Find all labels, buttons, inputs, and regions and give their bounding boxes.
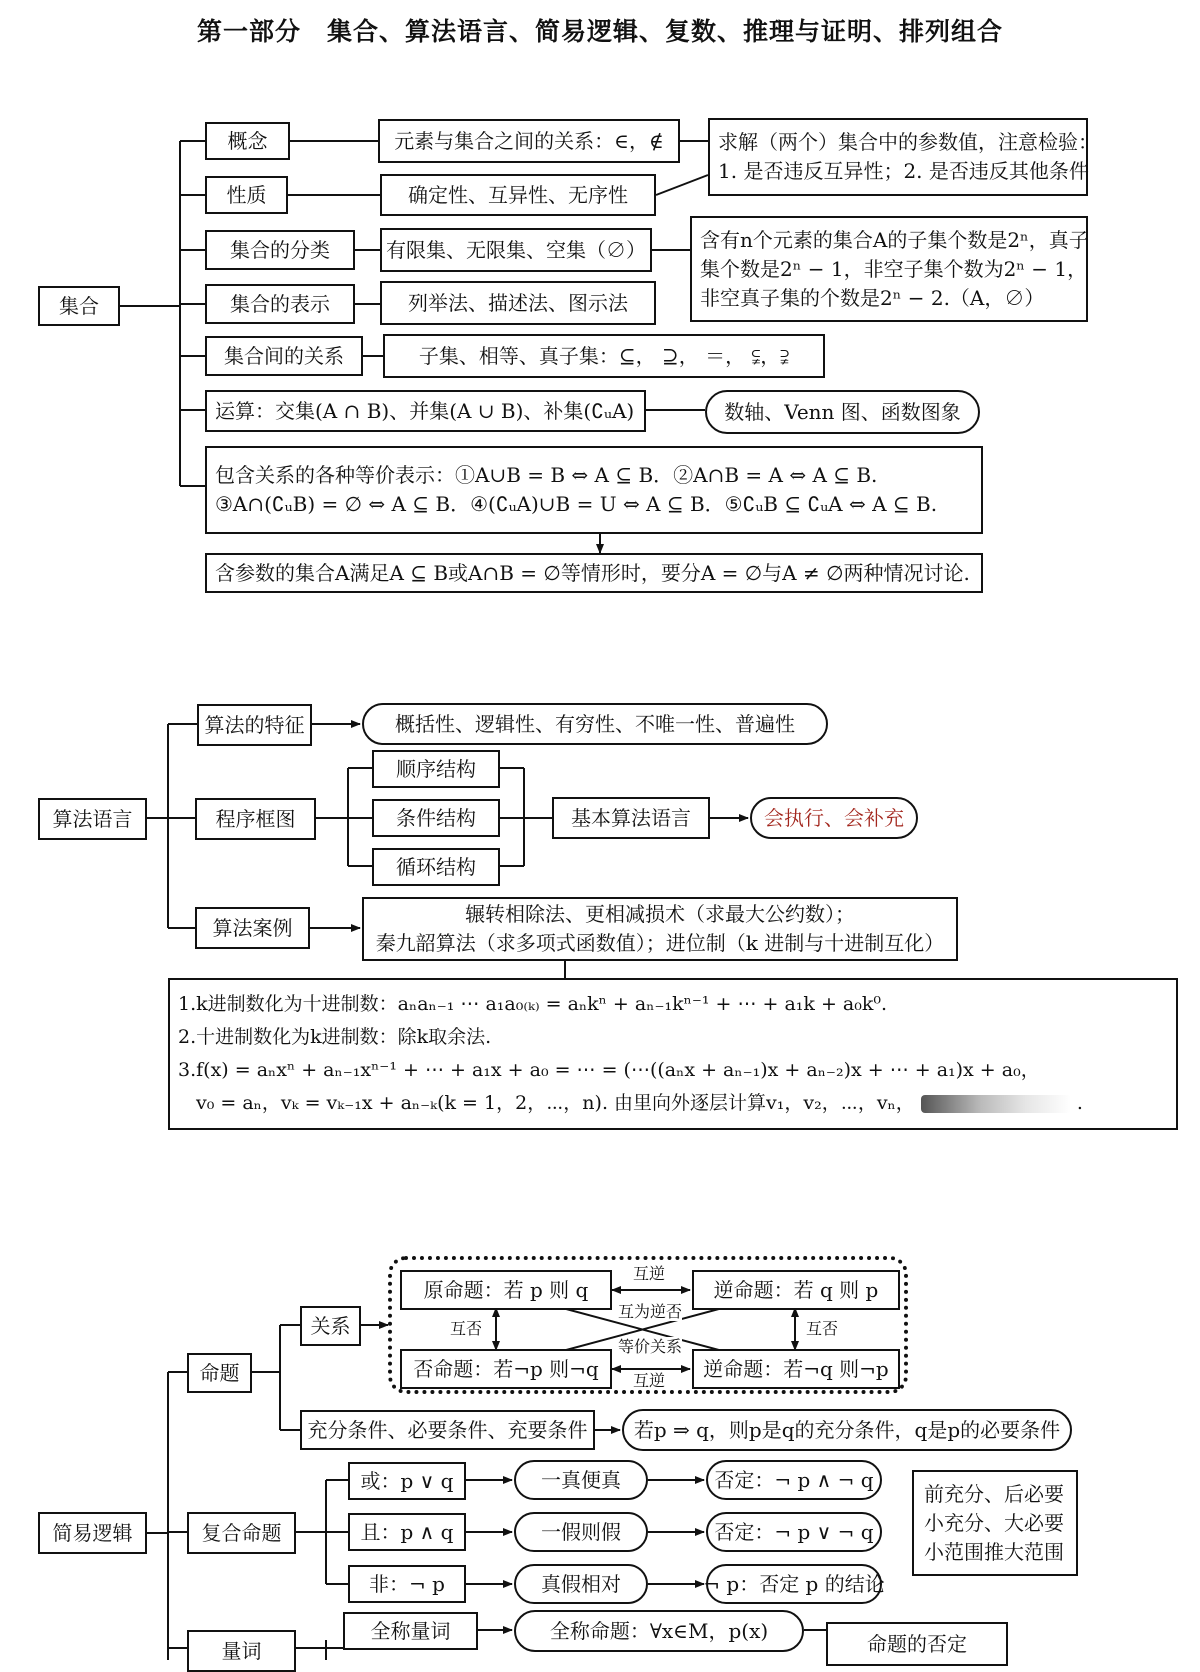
label-mutual-converse-top: 互逆 bbox=[633, 1264, 666, 1283]
sets-subset-note bbox=[690, 216, 1088, 322]
mnemonic-line-3: 小范围推大范围 bbox=[924, 1539, 1064, 1564]
prop-contrapositive: 逆命题：若¬q 则¬p bbox=[692, 1349, 900, 1389]
sets-root: 集合 bbox=[38, 286, 120, 326]
logic-one-true: 一真便真 bbox=[514, 1460, 648, 1500]
prop-inverse: 否命题：若¬p 则¬q bbox=[400, 1349, 612, 1389]
logic-one-false: 一假则假 bbox=[514, 1512, 648, 1552]
logic-opposite: 真假相对 bbox=[514, 1564, 648, 1604]
sets-represent: 集合的表示 bbox=[205, 284, 355, 324]
algo-formulas bbox=[168, 978, 1178, 1130]
logic-relation: 关系 bbox=[300, 1306, 361, 1346]
logic-conditions: 充分条件、必要条件、充要条件 bbox=[300, 1410, 595, 1450]
cases-desc-line-1: 辗转相除法、更相减损术（求最大公约数）； bbox=[465, 902, 855, 926]
sets-equivalence bbox=[205, 446, 983, 534]
label-mutual-negation-left: 互否 bbox=[450, 1319, 483, 1338]
sets-param-note: 含参数的集合A满足A ⊆ B或A∩B = ∅等情形时，要分A = ∅与A ≠ ∅两种情况讨论. bbox=[205, 553, 983, 593]
subset-note-line-1: 含有n个元素的集合A的子集个数是2ⁿ，真子 bbox=[700, 227, 1089, 252]
logic-and: 且：p ∧ q bbox=[348, 1513, 466, 1551]
algo-root: 算法语言 bbox=[38, 798, 147, 840]
sets-check-note bbox=[708, 118, 1098, 196]
sets-operation-tools: 数轴、Venn 图、函数图象 bbox=[705, 390, 980, 434]
logic-universal: 全称量词 bbox=[343, 1612, 478, 1650]
algo-flowchart: 程序框图 bbox=[195, 798, 316, 840]
logic-universal-prop: 全称命题：∀x∈M，p(x) bbox=[514, 1610, 804, 1652]
equiv-line-1: 包含关系的各种等价表示：①A∪B = B ⇔ A ⊆ B．②A∩B = A ⇔ A ⊆ B. bbox=[215, 463, 878, 487]
equiv-line-2: ③A∩(∁ᵤB) = ∅ ⇔ A ⊆ B．④(∁ᵤA)∪B = U ⇔ A ⊆ B．⑤∁ᵤB ⊆ ∁ᵤA ⇔ A ⊆ B. bbox=[215, 492, 938, 516]
logic-proposition: 命题 bbox=[187, 1353, 252, 1393]
algo-basic: 基本算法语言 bbox=[552, 797, 710, 839]
logic-neg-or: 否定：¬ p ∧ ¬ q bbox=[706, 1460, 882, 1500]
sets-property: 性质 bbox=[205, 176, 288, 214]
subset-note-line-2: 集个数是2ⁿ − 1，非空子集个数为2ⁿ − 1， bbox=[700, 256, 1088, 281]
sets-relation-desc: 子集、相等、真子集：⊆， ⊇， ＝， ⫋，⫌ bbox=[383, 334, 825, 378]
formula-line-4-end: . bbox=[1076, 1092, 1083, 1115]
logic-not: 非：¬ p bbox=[348, 1565, 466, 1603]
formula-line-2: 2.十进制数化为k进制数：除k取余法. bbox=[178, 1025, 492, 1048]
mnemonic-line-1: 前充分、后必要 bbox=[924, 1481, 1064, 1506]
check-note-line-2: 1. 是否违反互异性；2. 是否违反其他条件 bbox=[718, 159, 1089, 183]
mnemonic-line-2: 小充分、大必要 bbox=[924, 1510, 1064, 1535]
algo-loop: 循环结构 bbox=[372, 848, 500, 886]
logic-quantifier: 量词 bbox=[187, 1630, 296, 1672]
sets-property-desc: 确定性、互异性、无序性 bbox=[380, 174, 656, 216]
logic-neg-not: ¬ p：否定 p 的结论 bbox=[706, 1564, 882, 1604]
sets-relation: 集合间的关系 bbox=[205, 336, 363, 376]
prop-converse: 逆命题：若 q 则 p bbox=[692, 1270, 900, 1310]
logic-mnemonic bbox=[912, 1470, 1078, 1576]
subset-note-line-3: 非空真子集的个数是2ⁿ − 2.（A，∅） bbox=[700, 285, 1045, 310]
algo-feature-desc: 概括性、逻辑性、有穷性、不唯一性、普遍性 bbox=[362, 703, 828, 745]
formula-line-4-text: v₀ = aₙ，vₖ = vₖ₋₁x + aₙ₋ₖ(k = 1，2，⋯，n). 由里向外逐层计算v₁，v₂，⋯，vₙ， bbox=[196, 1092, 915, 1115]
label-mutual-negation-right: 互否 bbox=[806, 1319, 839, 1338]
page-title: 第一部分 集合、算法语言、简易逻辑、复数、推理与证明、排列组合 bbox=[196, 17, 1003, 46]
label-equivalent: 等价关系 bbox=[618, 1337, 683, 1356]
watermark-blur bbox=[921, 1095, 1071, 1113]
formula-line-4 bbox=[178, 1087, 1083, 1120]
check-note-line-1: 求解（两个）集合中的参数值，注意检验： bbox=[718, 130, 1098, 154]
sets-represent-desc: 列举法、描述法、图示法 bbox=[380, 281, 656, 325]
logic-neg-prop: 命题的否定 bbox=[826, 1622, 1008, 1666]
sets-classify-desc: 有限集、无限集、空集（∅） bbox=[380, 228, 652, 272]
algo-cases-desc bbox=[362, 897, 958, 961]
algo-cond: 条件结构 bbox=[372, 799, 500, 837]
label-mutual-converse-bottom: 互逆 bbox=[633, 1371, 666, 1390]
logic-root: 简易逻辑 bbox=[38, 1512, 147, 1554]
logic-neg-and: 否定：¬ p ∨ ¬ q bbox=[706, 1512, 882, 1552]
logic-compound: 复合命题 bbox=[187, 1512, 296, 1554]
logic-or: 或：p ∨ q bbox=[348, 1462, 466, 1500]
algo-seq: 顺序结构 bbox=[372, 750, 500, 788]
sets-classify: 集合的分类 bbox=[205, 230, 355, 270]
sets-concept-desc: 元素与集合之间的关系：∈，∉ bbox=[378, 119, 680, 163]
logic-conditions-desc: 若p ⇒ q，则p是q的充分条件，q是p的必要条件 bbox=[622, 1409, 1072, 1451]
label-mutual-contrapositive: 互为逆否 bbox=[618, 1302, 683, 1321]
algo-execute: 会执行、会补充 bbox=[750, 797, 918, 839]
sets-operation: 运算：交集(A ∩ B)、并集(A ∪ B)、补集(∁ᵤA) bbox=[205, 390, 646, 432]
sets-concept: 概念 bbox=[205, 122, 290, 160]
algo-feature: 算法的特征 bbox=[197, 704, 312, 746]
prop-original: 原命题：若 p 则 q bbox=[400, 1270, 612, 1310]
formula-line-1: 1.k进制数化为十进制数：aₙaₙ₋₁ ⋯ a₁a₀₍ₖ₎ = aₙkⁿ + aₙ₋₁kⁿ⁻¹ + ⋯ + a₁k + a₀k⁰. bbox=[178, 992, 888, 1015]
algo-cases: 算法案例 bbox=[195, 907, 310, 949]
formula-line-3: 3.f(x) = aₙxⁿ + aₙ₋₁xⁿ⁻¹ + ⋯ + a₁x + a₀ = ⋯ = (⋯((aₙx + aₙ₋₁)x + aₙ₋₂)x + ⋯ + a₁)x + a₀， bbox=[178, 1059, 1040, 1081]
cases-desc-line-2: 秦九韶算法（求多项式函数值）；进位制（k 进制与十进制互化） bbox=[375, 931, 945, 955]
